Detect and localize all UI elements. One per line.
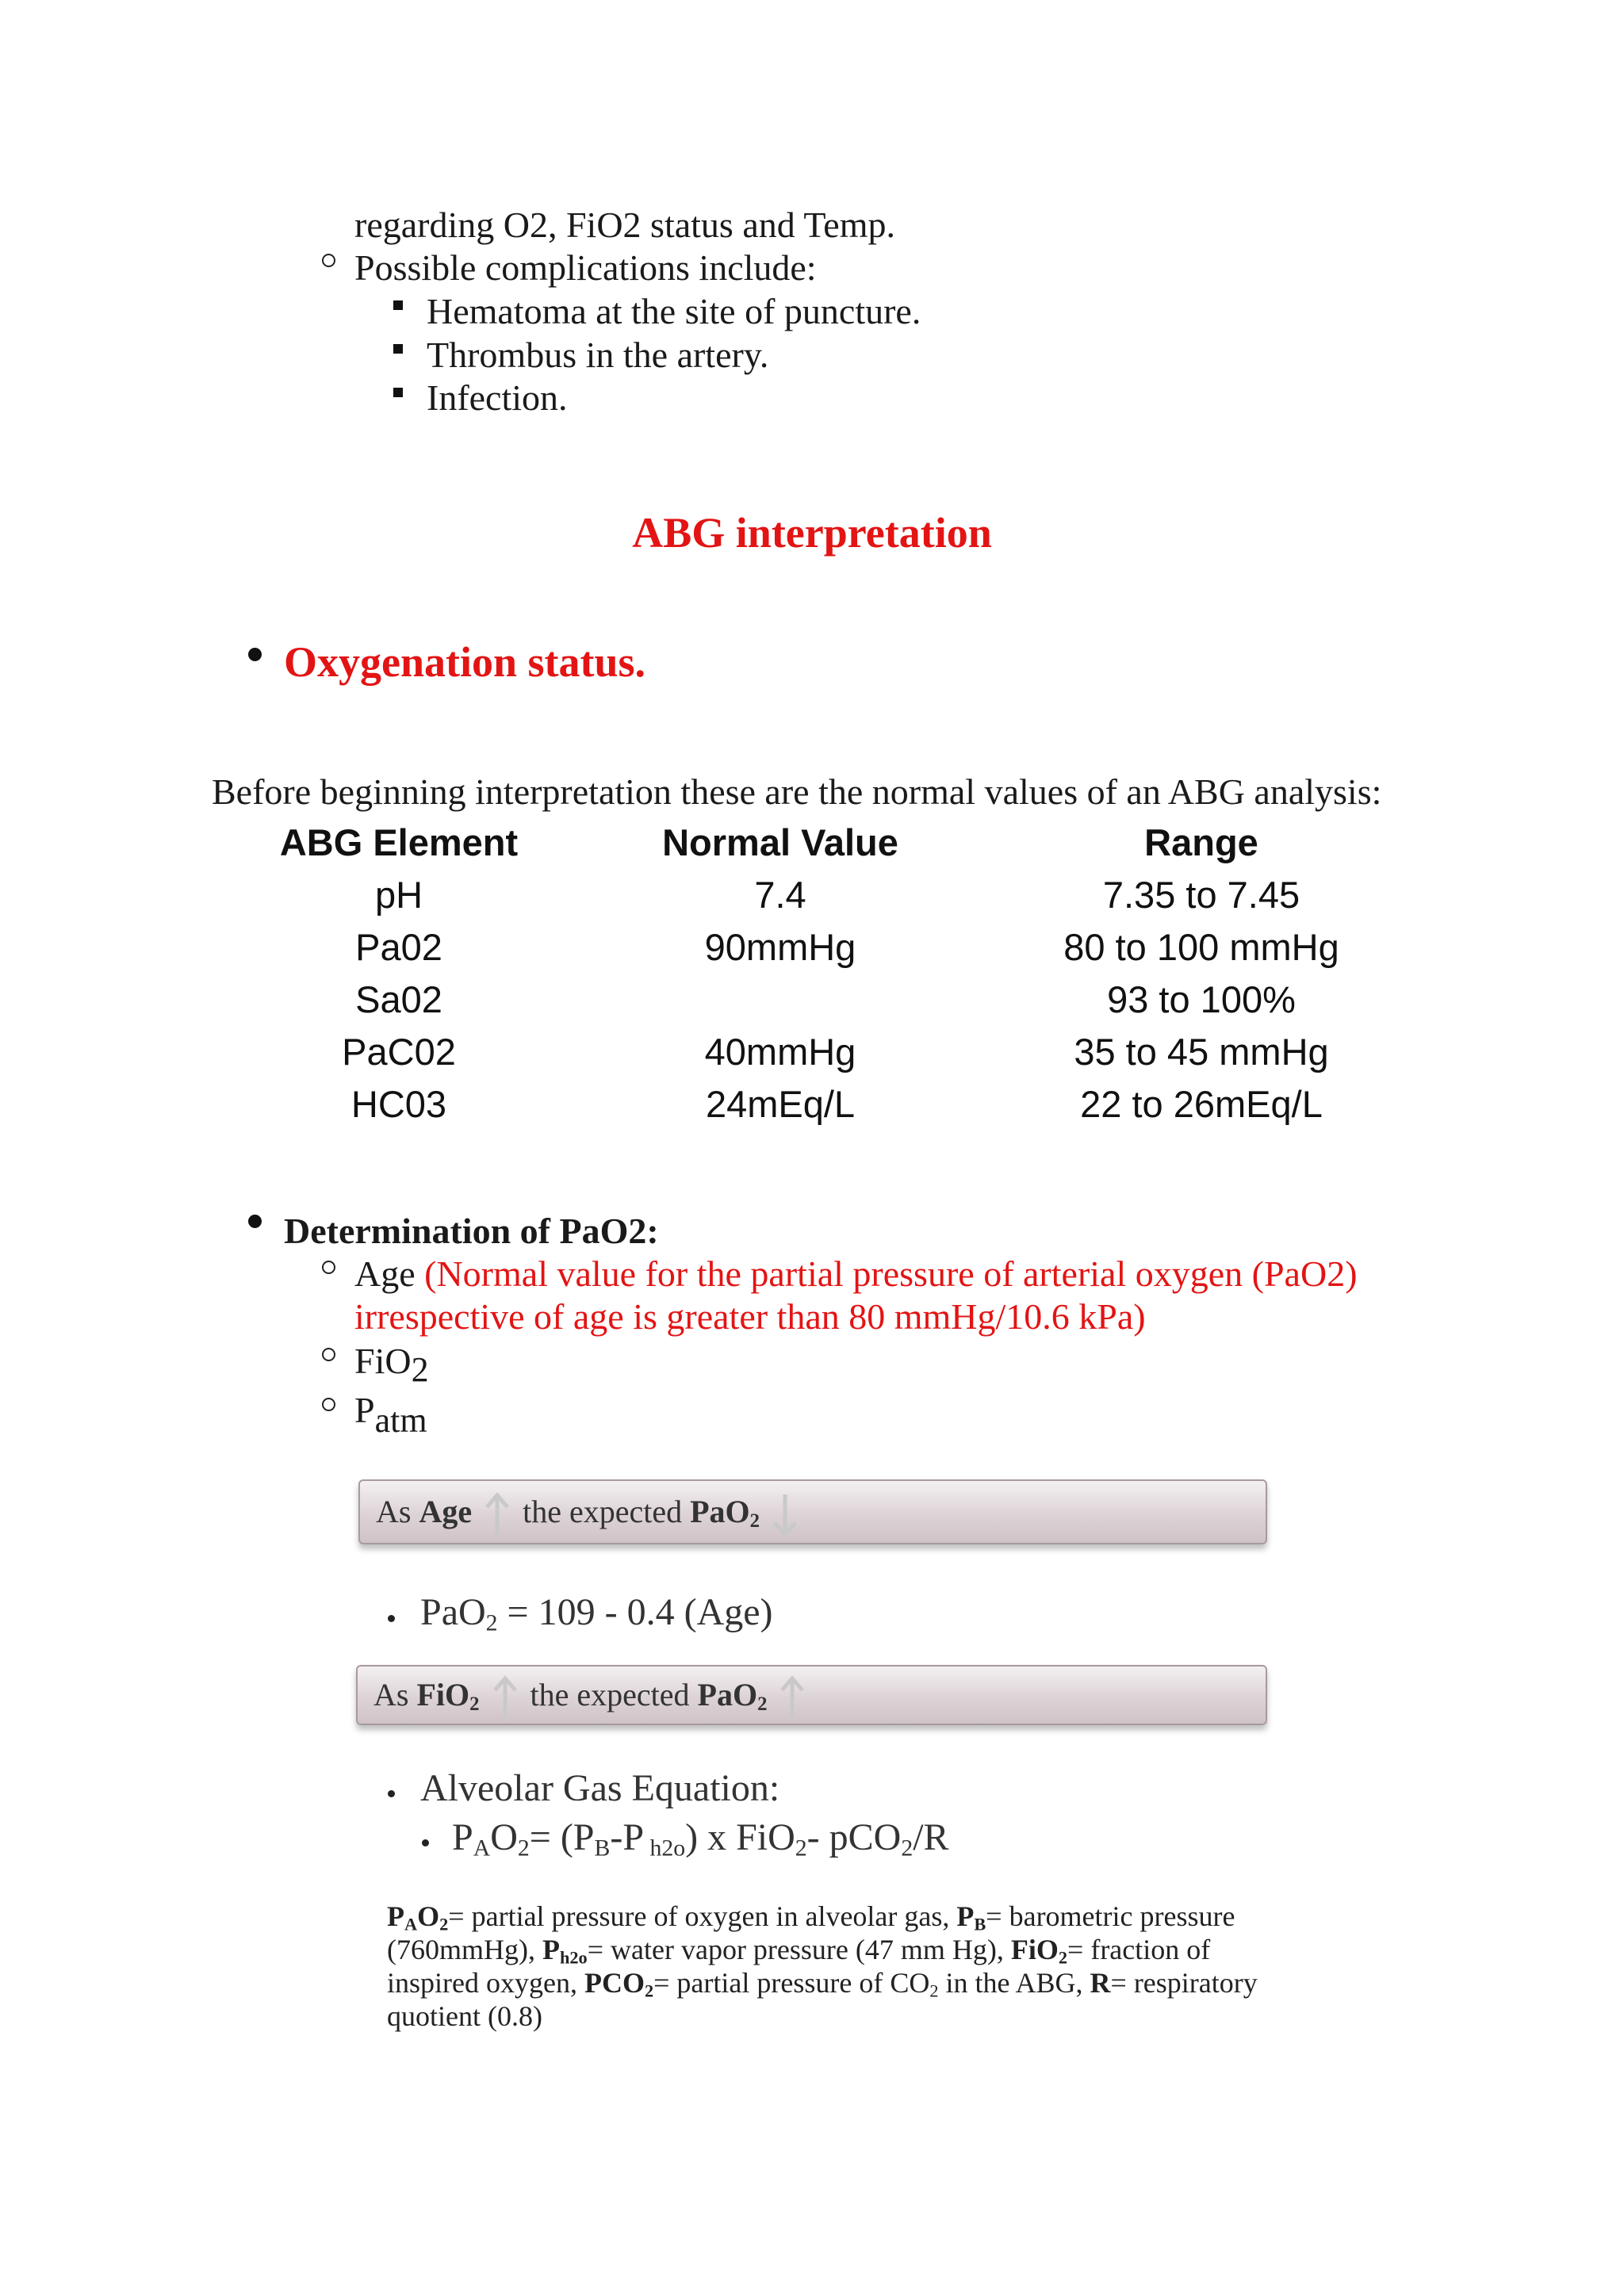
fio2-subscript: 2 [411,1350,429,1389]
eq-part: P [452,1816,473,1858]
eq-part: - pCO [806,1816,902,1858]
notes-line-4: quotient (0.8) [387,2000,542,2032]
small-bullet-icon [422,1839,429,1846]
table-cell: Sa02 [355,978,442,1020]
table-cell: 35 to 45 mmHg [1074,1031,1329,1073]
notes-part: R [1090,1967,1111,1999]
notes-part: PCO [584,1967,645,1999]
hollow-bullet-icon [322,254,335,267]
notes-sub: 2 [439,1914,449,1934]
arrow-up-icon [492,1674,518,1722]
notes-line-2 [387,1933,1291,1966]
notes-part: = partial pressure of CO [653,1967,930,1999]
square-bullet-icon [393,300,403,310]
table-cell: 22 to 26mEq/L [1080,1083,1323,1125]
eq-part: ) x FiO [685,1816,795,1858]
notes-sub: 2 [929,1980,939,2001]
patm-text: P [354,1390,375,1430]
eq-sub: h2o [644,1835,686,1862]
notes-part: in the ABG, [945,1967,1083,1999]
table-cell: 93 to 100% [1107,978,1296,1020]
eq-rhs: = 109 - 0.4 (Age) [507,1591,773,1633]
notes-sub: 2 [644,1980,654,2001]
table-header-element: ABG Element [279,821,519,863]
notes-sub: A [404,1914,418,1934]
age-note: (Normal value for the partial pressure of arterial oxygen (PaO2) [424,1253,1358,1294]
age-label: Age [354,1253,416,1294]
patm-subscript: atm [374,1401,427,1440]
notes-part: O [417,1900,440,1932]
notes-line-1 [387,1900,1291,1933]
fio2-text: FiO [354,1341,412,1381]
notes-part: = water vapor pressure (47 mm Hg), [587,1934,1004,1965]
notes-part: inspired oxygen, [387,1967,577,1999]
table-header-range: Range [1144,821,1258,863]
complication-1: Hematoma at the site of puncture. [427,291,921,331]
table-cell: PaC02 [342,1031,456,1073]
table-cell: 90mmHg [704,926,856,968]
arrow-down-icon [772,1491,798,1539]
table-cell: 24mEq/L [705,1083,856,1125]
eq-sub: 2 [517,1835,530,1862]
square-bullet-icon [393,388,403,397]
table-cell: 40mmHg [704,1031,856,1073]
banner-pao: PaO [690,1494,750,1529]
notes-part: FiO [1010,1934,1059,1965]
small-bullet-icon [388,1615,395,1622]
eq-sub: A [473,1835,491,1862]
banner-fio-word: FiO [416,1677,470,1712]
eq-part: = (P [529,1816,595,1858]
alveolar-title: Alveolar Gas Equation: [420,1767,780,1809]
hollow-bullet-icon [322,1261,335,1274]
banner-mid-text: the expected [530,1677,690,1712]
square-bullet-icon [393,344,403,354]
eq-part: /R [913,1816,949,1858]
table-cell: 80 to 100 mmHg [1063,926,1339,968]
age-item [354,1253,1358,1295]
banner-fio-sub: 2 [469,1693,480,1716]
eq-sub: 2 [901,1835,914,1862]
bullet-icon [248,648,262,661]
fio2-item [354,1340,429,1389]
intro-line-2: Possible complications include: [354,247,817,288]
table-cell: Pa02 [355,926,442,968]
eq-part: -P [610,1816,645,1858]
notes-part: = respiratory [1110,1967,1258,1999]
age-note-continued: irrespective of age is greater than 80 mmHg/10.6 kPa) [354,1296,1146,1337]
notes-sub: h2o [559,1947,588,1968]
small-bullet-icon [388,1790,395,1797]
arrow-up-icon [779,1674,805,1722]
notes-sub: 2 [1058,1947,1068,1968]
notes-part: (760mmHg), [387,1934,535,1965]
notes-part: P [956,1900,975,1932]
eq-sub: 2 [795,1835,807,1862]
alveolar-equation [452,1816,949,1862]
banner-pao-sub: 2 [757,1693,768,1716]
pao2-age-equation [420,1590,773,1634]
notes-sub: B [974,1914,986,1934]
arrow-up-icon [485,1491,510,1539]
table-cell: HC03 [350,1083,447,1125]
table-cell: pH [374,874,423,916]
bullet-icon [248,1215,262,1228]
banner-as: As [373,1677,409,1712]
age-pao2-banner [358,1479,1267,1544]
banner-mid-text: the expected [523,1494,683,1529]
section-determination-pao2: Determination of PaO2: [284,1211,659,1251]
table-header-normal: Normal Value [662,821,898,863]
notes-part: P [387,1900,404,1932]
table-cell: 7.4 [754,874,806,916]
notes-part: P [542,1934,560,1965]
alveolar-notes [387,1900,1291,2033]
hollow-bullet-icon [322,1348,335,1361]
eq-lhs: PaO [420,1591,486,1633]
intro-line-1: regarding O2, FiO2 status and Temp. [354,205,896,245]
banner-as: As [376,1494,412,1529]
table-cell: 7.35 to 7.45 [1102,874,1300,916]
section-oxygenation-status: Oxygenation status. [284,638,646,686]
notes-part: = fraction of [1067,1934,1211,1965]
fio2-pao2-banner [356,1665,1267,1725]
page-heading: ABG interpretation [632,509,992,557]
complication-3: Infection. [427,377,568,418]
eq-lhs-sub: 2 [485,1609,498,1636]
banner-pao-sub: 2 [749,1510,760,1533]
patm-item [354,1389,427,1440]
eq-part: O [490,1816,518,1858]
notes-part: = barometric pressure [986,1900,1235,1932]
complication-2: Thrombus in the artery. [427,335,769,375]
table-intro: Before beginning interpretation these are the normal values of an ABG analysis: [212,771,1382,812]
banner-age-word: Age [419,1494,473,1529]
eq-sub: B [594,1835,611,1862]
notes-line-3 [387,1966,1291,1999]
hollow-bullet-icon [322,1398,335,1411]
notes-part: = partial pressure of oxygen in alveolar gas, [448,1900,950,1932]
banner-pao: PaO [697,1677,758,1712]
